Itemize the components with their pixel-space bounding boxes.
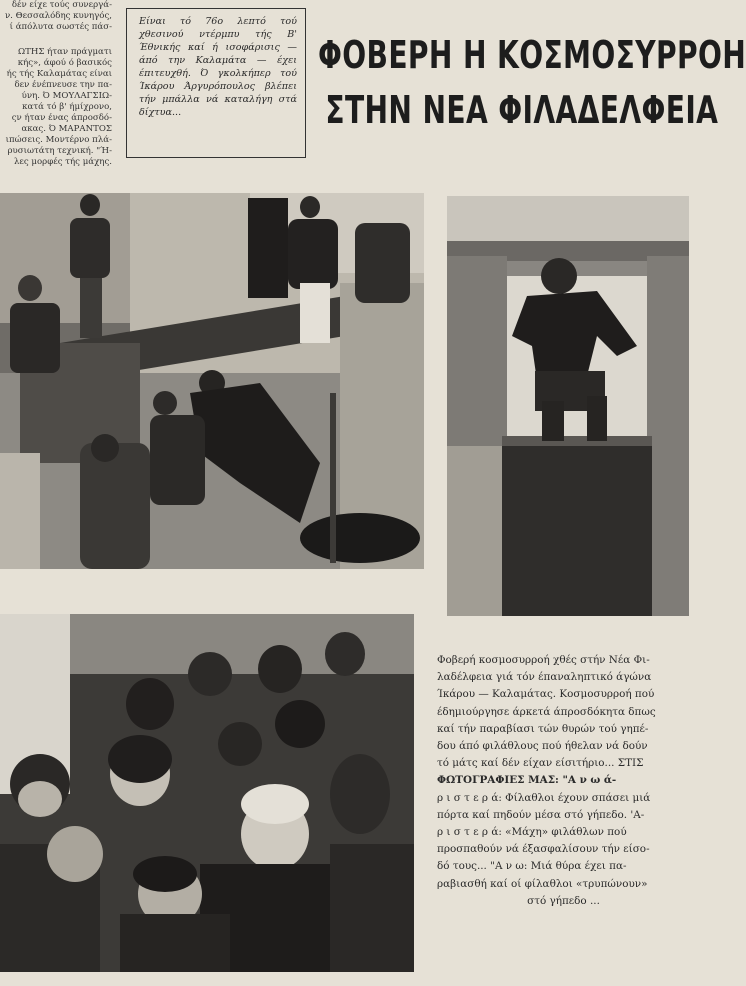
headline-line-2: ΣΤΗΝ ΝΕΑ ΦΙΛΑΔΕΛΦΕΙΑ [325,88,719,132]
left-column-line: ύνη. Ό ΜΟΥΛΑΓΣΙΩ- [21,91,112,101]
previous-article-column [0,0,112,167]
left-column-line: ί άπόλυτα σωστές πάσ- [9,22,112,32]
caption-line: ραβιασθή καί οί φίλαθλοι «τρυπώνουν» [437,877,648,890]
photo-fans-climbing-wall-image [0,193,424,569]
headline [318,28,746,138]
left-column-line [0,33,112,47]
left-column-line: ςν ήταν ένας άπροσδό- [11,113,112,123]
intro-text: Είναι τό 76ο λεπτό τού χθεσινού ντέρμπυ τής Β' Έθνικής καί ή ισοφάρισις — άπό την Καλαμάτα — έχει έπιτευχθή. Ό γκολκήπερ τού Ίκάρου Άργυρόπουλος βλέπει τήν μπάλλα νά καταλήγη στά δίχτυα... [139,16,297,118]
left-column-line: ακας. Ό ΜΑΡΑΝΤΟΣ [21,124,112,134]
intro-box [126,8,306,158]
photo-fans-climbing-wall [0,193,424,569]
caption-line: καί τήν παραβίασι τών θυρών τού γηπέ- [437,722,649,735]
photo-caption [437,652,690,910]
caption-line: έδημιούργησε άρκετά άπροσδόκητα δπως [437,705,656,718]
left-column-line: ΩΤΗΣ ήταν πράγματι [18,47,112,57]
caption-line: ΦΩΤΟΓΡΑΦΙΕΣ ΜΑΣ: "Α ν ω ά- [437,774,617,787]
left-column-line: ν. Θεσσαλόδης κυνηγός, [4,11,112,21]
caption-line: λαδέλφεια γιά τόν έπαναληπτικό άγώνα [437,671,652,684]
caption-line: στό γήπεδο ... [527,894,600,907]
caption-line: δου άπό φιλάθλους πού ήθελαν νά δούν [437,740,648,753]
left-column-line: ιπώσεις. Μοντέρνο πλά- [5,135,112,145]
caption-line: ρ ι σ τ ε ρ ά: «Μάχη» φιλάθλων πού [437,826,627,839]
caption-line: ρ ι σ τ ε ρ ά: Φίλαθλοι έχουν σπάσει μιά [437,791,651,804]
left-column-line: κατά τό β' ήμίχρονο, [22,102,112,112]
caption-line: δό τους... "Α ν ω: Μιά θύρα έχει πα- [437,860,627,873]
caption-line: τό μάτς καί δέν είχαν είσιτήριο... ΣΤΙΣ [437,757,644,770]
left-column-line: ής τής Καλαμάτας είναι [6,69,112,79]
left-column-line: λες μορφές τής μάχης. [13,157,112,167]
caption-line: προσπαθούν νά έξασφαλίσουν τήν είσο- [437,843,650,856]
photo-man-climbing-gate-image [447,196,689,616]
left-column-line: κής», άφού ό βασικός [17,58,112,68]
photo-crowd-surge-image [0,614,414,972]
caption-line: Φοβερή κοσμοσυρροή χθές στήν Νέα Φι- [437,654,650,666]
photo-crowd-surge [0,614,414,972]
headline-line-1: ΦΟΒΕΡΗ Η ΚΟΣΜΟΣΥΡΡΟΗ [318,33,746,77]
photo-man-climbing-gate [447,196,689,616]
left-column-line: ρυσιωτάτη τεχνική. "Ή- [7,146,112,156]
caption-line: Ίκάρου — Καλαμάτας. Κοσμοσυρροή πού [437,688,655,701]
left-column-line: δεν ένέπνευσε την πα- [14,80,112,90]
caption-line: πόρτα καί πηδούν μέσα στό γήπεδο. 'Α- [437,808,645,821]
left-column-line: δέν είχε τούς συνεργά- [11,0,112,10]
